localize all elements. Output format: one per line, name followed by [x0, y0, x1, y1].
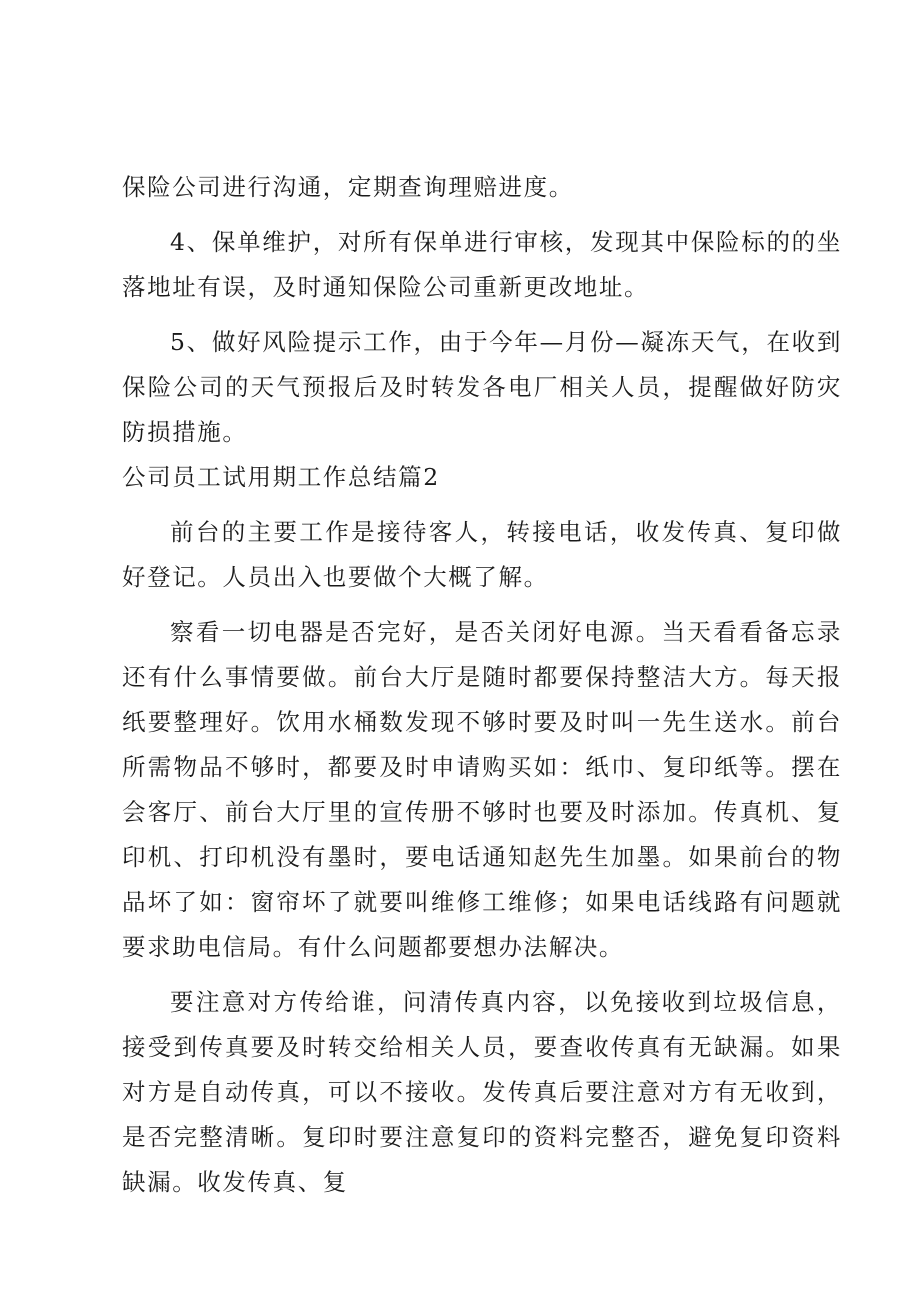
- paragraph-fax-copy: 要注意对方传给谁，问清传真内容，以免接收到垃圾信息，接受到传真要及时转交给相关人员，要查收传真有无缺漏。如果对方是自动传真，可以不接收。发传真后要注意对方有无收到，是否完整清晰。复印时要注意复印的资料完整否，避免复印资料缺漏。收发传真、复: [122, 988, 842, 1196]
- section-heading: 公司员工试用期工作总结篇2: [122, 463, 440, 491]
- paragraph-policy-maintenance: 4、保单维护，对所有保单进行审核，发现其中保险标的的坐落地址有误，及时通知保险公司重新更改地址。: [122, 228, 842, 301]
- paragraph-continuation: 保险公司进行沟通，定期查询理赔进度。: [122, 173, 574, 201]
- paragraph-front-desk-duties: 前台的主要工作是接待客人，转接电话，收发传真、复印做好登记。人员出入也要做个大概了解。: [122, 518, 842, 591]
- paragraph-daily-checks: 察看一切电器是否完好，是否关闭好电源。当天看看备忘录还有什么事情要做。前台大厅是随时都要保持整洁大方。每天报纸要整理好。饮用水桶数发现不够时要及时叫一先生送水。前台所需物品不够时，都要及时申请购买如：纸巾、复印纸等。摆在会客厅、前台大厅里的宣传册不够时也要及时添加。传真机、复印机、打印机没有墨时，要电话通知赵先生加墨。如果前台的物品坏了如：窗帘坏了就要叫维修工维修；如果电话线路有问题就要求助电信局。有什么问题都要想办法解决。: [122, 618, 842, 961]
- document-body: [122, 165, 842, 1215]
- paragraph-risk-warning: 5、做好风险提示工作，由于今年—月份—凝冻天气，在收到保险公司的天气预报后及时转发各电厂相关人员，提醒做好防灾防损措施。: [122, 328, 842, 446]
